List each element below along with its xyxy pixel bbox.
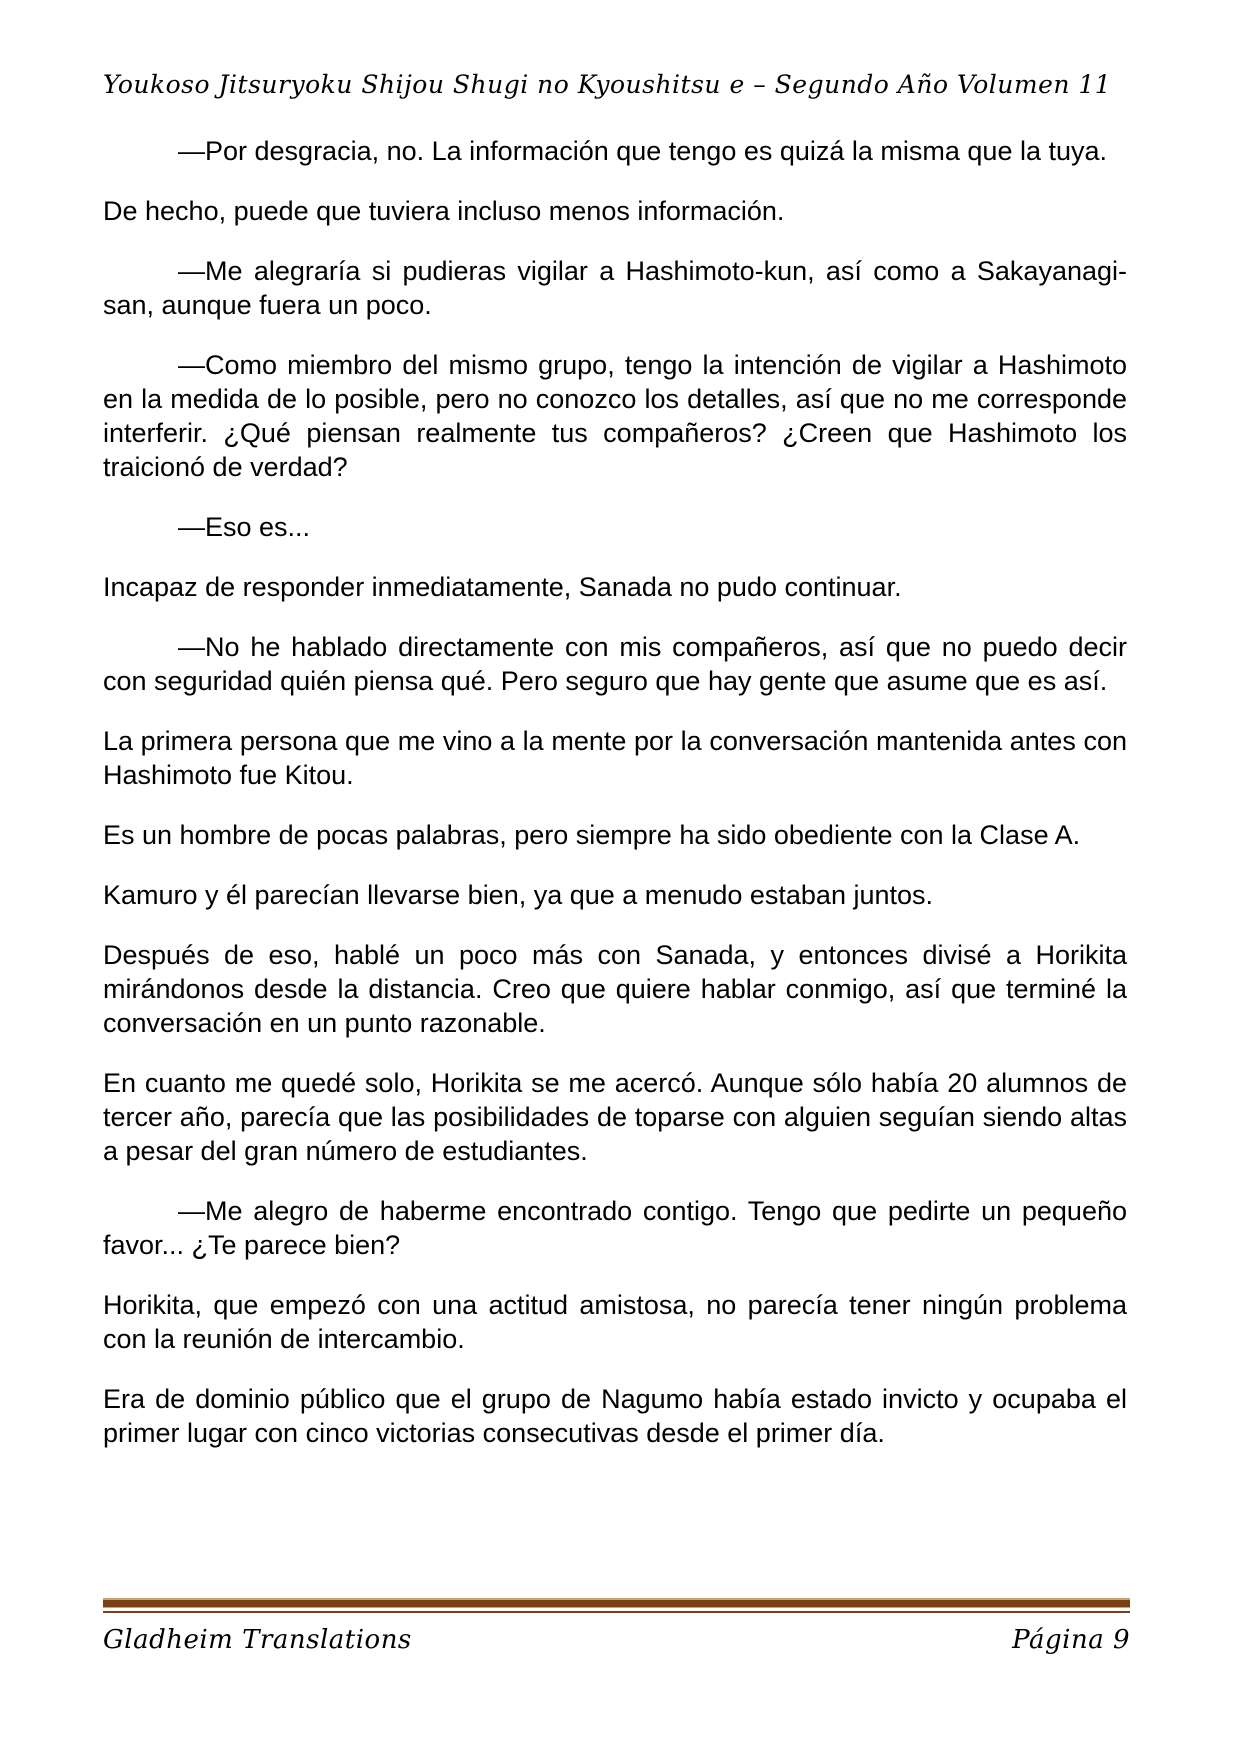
footer-rule: [103, 1598, 1130, 1613]
paragraph: Incapaz de responder inmediatamente, Sanada no pudo continuar.: [103, 572, 902, 602]
paragraph: En cuanto me quedé solo, Horikita se me acercó. Aunque sólo había 20 alumnos de tercer año, parecía que las posibilidades de toparse con alguien seguían siendo altas a pesar del gran número de estudiantes.: [103, 1068, 1127, 1166]
paragraph: —Por desgracia, no. La información que tengo es quizá la misma que la tuya.: [178, 136, 1108, 166]
footer-row: [103, 1625, 1130, 1655]
paragraph: Era de dominio público que el grupo de Nagumo había estado invicto y ocupaba el primer lugar con cinco victorias consecutivas desde el primer día.: [103, 1384, 1127, 1448]
paragraph: —Como miembro del mismo grupo, tengo la intención de vigilar a Hashimoto en la medida de lo posible, pero no conozco los detalles, así que no me corresponde interferir. ¿Qué piensan realmente tus compañeros? ¿Creen que Hashimoto los traicionó de verdad?: [103, 350, 1127, 482]
paragraph: —Eso es...: [178, 512, 311, 542]
paragraph: Después de eso, hablé un poco más con Sanada, y entonces divisé a Horikita mirándonos desde la distancia. Creo que quiere hablar conmigo, así que terminé la conversación en un punto razonable.: [103, 940, 1127, 1038]
paragraph: De hecho, puede que tuviera incluso menos información.: [103, 196, 785, 226]
paragraph: Horikita, que empezó con una actitud amistosa, no parecía tener ningún problema con la reunión de intercambio.: [103, 1290, 1127, 1354]
paragraph: La primera persona que me vino a la mente por la conversación mantenida antes con Hashimoto fue Kitou.: [103, 726, 1127, 790]
header-title: Youkoso Jitsuryoku Shijou Shugi no Kyoushitsu e – Segundo Año Volumen 11: [103, 70, 1112, 99]
page-header: [103, 70, 1130, 99]
paragraph: —Me alegro de haberme encontrado contigo. Tengo que pedirte un pequeño favor... ¿Te parece bien?: [103, 1196, 1127, 1260]
footer-page-number: Página 9: [1012, 1625, 1130, 1655]
footer-rule-thin-bottom: [103, 1611, 1130, 1613]
page-body: [103, 134, 1127, 1476]
paragraph: Kamuro y él parecían llevarse bien, ya que a menudo estaban juntos.: [103, 880, 934, 910]
footer-rule-thick: [103, 1600, 1130, 1607]
paragraph: —No he hablado directamente con mis compañeros, así que no puedo decir con seguridad quién piensa qué. Pero seguro que hay gente que asume que es así.: [103, 632, 1127, 696]
paragraph: Es un hombre de pocas palabras, pero siempre ha sido obediente con la Clase A.: [103, 820, 1081, 850]
footer-translator-credit: Gladheim Translations: [103, 1625, 412, 1655]
page-footer: [103, 1598, 1130, 1655]
paragraph: —Me alegraría si pudieras vigilar a Hashimoto-kun, así como a Sakayanagi-san, aunque fuera un poco.: [103, 256, 1127, 320]
